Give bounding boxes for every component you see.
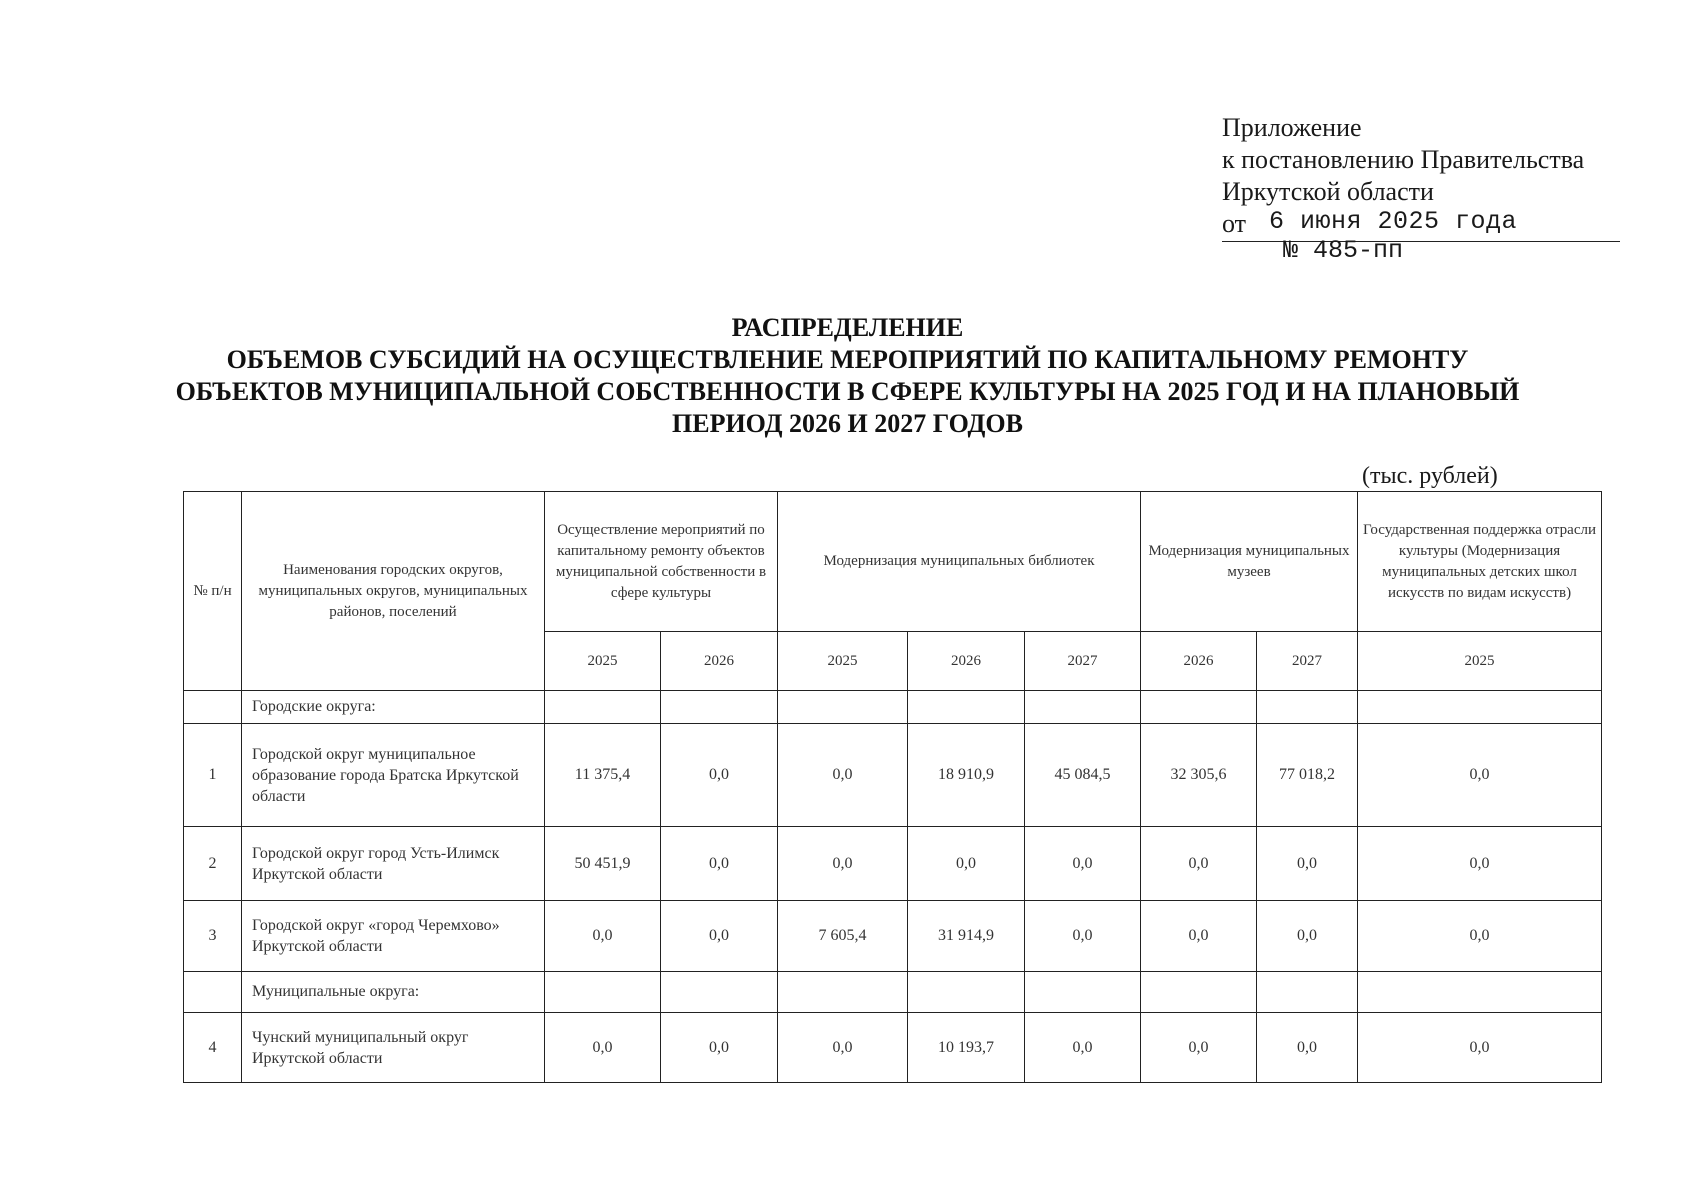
empty-cell <box>908 691 1025 724</box>
row-name: Городской округ муниципальное образование города Братска Иркутской области <box>242 724 545 827</box>
header-year: 2027 <box>1025 632 1141 691</box>
row-no: 3 <box>184 901 242 972</box>
value-cell: 31 914,9 <box>908 901 1025 972</box>
value-cell: 77 018,2 <box>1257 724 1358 827</box>
value-cell: 32 305,6 <box>1141 724 1257 827</box>
row-no: 1 <box>184 724 242 827</box>
value-cell: 0,0 <box>1257 1013 1358 1083</box>
header-year: 2025 <box>545 632 661 691</box>
table-row <box>184 827 1602 901</box>
value-cell: 0,0 <box>661 724 778 827</box>
value-cell: 0,0 <box>778 1013 908 1083</box>
annex-underline <box>1222 241 1620 242</box>
value-cell: 0,0 <box>1025 1013 1141 1083</box>
empty-cell <box>661 972 778 1013</box>
header-group-art-schools: Государственная поддержка отрасли культуры (Модернизация муниципальных детских школ искусств по видам искусств) <box>1358 492 1602 632</box>
value-cell: 7 605,4 <box>778 901 908 972</box>
value-cell: 0,0 <box>778 724 908 827</box>
row-name: Чунский муниципальный округ Иркутской области <box>242 1013 545 1083</box>
annex-date: 6 июня 2025 года <box>1269 207 1518 236</box>
value-cell: 50 451,9 <box>545 827 661 901</box>
header-group-libraries: Модернизация муниципальных библиотек <box>778 492 1141 632</box>
value-cell: 0,0 <box>778 827 908 901</box>
value-cell: 0,0 <box>545 1013 661 1083</box>
header-group-museums: Модернизация муниципальных музеев <box>1141 492 1358 632</box>
annex-line-3: Иркутской области <box>1222 177 1434 206</box>
group-label: Городские округа: <box>242 691 545 724</box>
value-cell: 0,0 <box>1025 901 1141 972</box>
header-row-groups <box>184 492 1602 632</box>
annex-block <box>1222 112 1622 240</box>
annex-date-row <box>1222 208 1622 240</box>
empty-cell <box>778 691 908 724</box>
row-no: 4 <box>184 1013 242 1083</box>
value-cell: 0,0 <box>1358 1013 1602 1083</box>
header-no: № п/н <box>184 492 242 691</box>
value-cell: 0,0 <box>908 827 1025 901</box>
value-cell: 0,0 <box>661 827 778 901</box>
value-cell: 18 910,9 <box>908 724 1025 827</box>
value-cell: 45 084,5 <box>1025 724 1141 827</box>
group-label: Муниципальные округа: <box>242 972 545 1013</box>
header-year: 2026 <box>908 632 1025 691</box>
title-line-1: РАСПРЕДЕЛЕНИЕ <box>731 313 964 342</box>
value-cell: 11 375,4 <box>545 724 661 827</box>
row-no: 2 <box>184 827 242 901</box>
empty-cell <box>545 972 661 1013</box>
table-row <box>184 724 1602 827</box>
value-cell: 0,0 <box>545 901 661 972</box>
empty-cell <box>1025 691 1141 724</box>
title-line-3: ОБЪЕКТОВ МУНИЦИПАЛЬНОЙ СОБСТВЕННОСТИ В СФЕРЕ КУЛЬТУРЫ НА 2025 ГОД И НА ПЛАНОВЫЙ <box>175 377 1520 406</box>
header-year: 2026 <box>661 632 778 691</box>
annex-ot: от <box>1222 209 1247 238</box>
empty-cell <box>778 972 908 1013</box>
group-no-cell <box>184 972 242 1013</box>
row-name: Городской округ «город Черемхово» Иркутской области <box>242 901 545 972</box>
empty-cell <box>1358 691 1602 724</box>
table-row <box>184 1013 1602 1083</box>
units-label: (тыс. рублей) <box>1362 463 1498 489</box>
header-name: Наименования городских округов, муниципальных округов, муниципальных районов, поселений <box>242 492 545 691</box>
title-line-2: ОБЪЕМОВ СУБСИДИЙ НА ОСУЩЕСТВЛЕНИЕ МЕРОПРИЯТИЙ ПО КАПИТАЛЬНОМУ РЕМОНТУ <box>226 345 1469 374</box>
empty-cell <box>1141 972 1257 1013</box>
empty-cell <box>1141 691 1257 724</box>
value-cell: 0,0 <box>1257 901 1358 972</box>
empty-cell <box>1257 691 1358 724</box>
empty-cell <box>661 691 778 724</box>
header-year: 2027 <box>1257 632 1358 691</box>
value-cell: 0,0 <box>1358 827 1602 901</box>
table-row <box>184 901 1602 972</box>
header-year: 2026 <box>1141 632 1257 691</box>
value-cell: 0,0 <box>1141 1013 1257 1083</box>
header-group-capital-repair: Осуществление мероприятий по капитальному ремонту объектов муниципальной собственности в сфере культуры <box>545 492 778 632</box>
annex-line-1: Приложение <box>1222 113 1362 142</box>
value-cell: 0,0 <box>661 901 778 972</box>
subsidy-table <box>183 491 1602 1083</box>
empty-cell <box>545 691 661 724</box>
group-no-cell <box>184 691 242 724</box>
empty-cell <box>908 972 1025 1013</box>
group-row-urban-districts <box>184 691 1602 724</box>
value-cell: 0,0 <box>1358 724 1602 827</box>
title-line-4: ПЕРИОД 2026 И 2027 ГОДОВ <box>672 409 1023 438</box>
row-name: Городской округ город Усть-Илимск Иркутской области <box>242 827 545 901</box>
value-cell: 0,0 <box>1141 827 1257 901</box>
value-cell: 0,0 <box>661 1013 778 1083</box>
value-cell: 0,0 <box>1257 827 1358 901</box>
header-year: 2025 <box>1358 632 1602 691</box>
empty-cell <box>1257 972 1358 1013</box>
annex-number: № 485-пп <box>1283 236 1404 265</box>
header-year: 2025 <box>778 632 908 691</box>
value-cell: 0,0 <box>1358 901 1602 972</box>
annex-line-2: к постановлению Правительства <box>1222 145 1585 174</box>
document-title <box>120 312 1575 440</box>
group-row-municipal-districts <box>184 972 1602 1013</box>
value-cell: 10 193,7 <box>908 1013 1025 1083</box>
empty-cell <box>1358 972 1602 1013</box>
value-cell: 0,0 <box>1025 827 1141 901</box>
empty-cell <box>1025 972 1141 1013</box>
value-cell: 0,0 <box>1141 901 1257 972</box>
